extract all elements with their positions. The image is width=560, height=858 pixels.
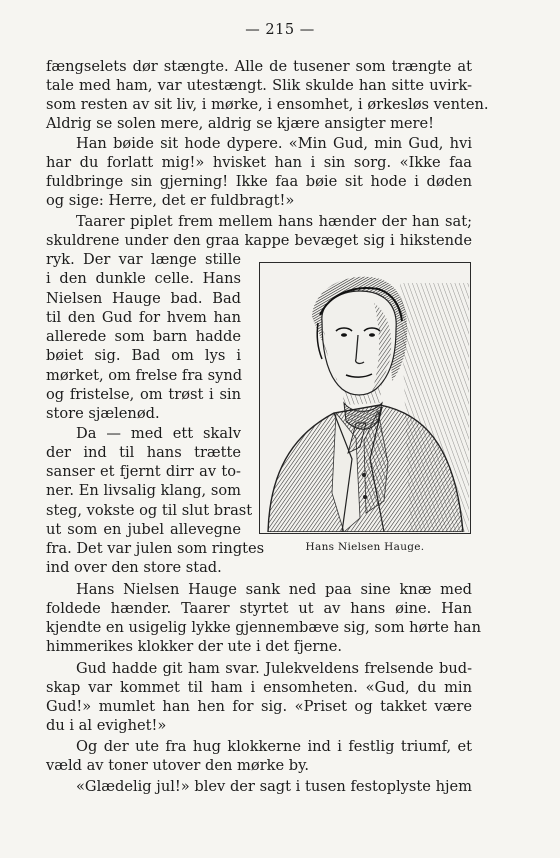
text-line: store sjælenød. [46,405,160,422]
text-line: foldede hænder. Taarer styrtet ut av hans øine. Han [46,600,472,617]
text-line: sanser et fjernt dirr av to- [46,463,241,480]
text-line: ut som en jubel allevegne [46,521,241,538]
text-line: fuldbringe sin gjerning! Ikke faa bøie sit hode i døden [46,173,472,190]
text-line: og sige: Herre, det er fuldbragt!» [46,192,295,209]
text-line: Da — med ett skalv [76,425,241,442]
text-line: fra. Det var julen som ringtes [46,540,265,557]
text-line: til den Gud for hvem han [46,309,241,326]
text-line: «Glædelig jul!» blev der sagt i tusen festoplyste hjem [76,778,472,795]
text-line: væld av toner utover den mørke by. [46,757,310,774]
text-line: himmerikes klokker der ute i det fjerne. [46,638,343,655]
page-number: — 215 — [245,22,315,38]
text-line: fængselets dør stængte. Alle de tusener som trængte at [46,58,472,75]
portrait-figure [259,262,471,534]
text-line: ryk. Der var længe stille [46,251,241,268]
text-line: Taarer piplet frem mellem hans hænder der han sat; [76,213,472,230]
text-line: Han bøide sit hode dypere. «Min Gud, min Gud, hvi [76,135,472,152]
text-line: Og der ute fra hug klokkerne ind i festlig triumf, et [76,738,472,755]
text-line: Nielsen Hauge bad. Bad [46,290,241,307]
text-line: og fristelse, om trøst i sin [46,386,241,403]
text-line: Hans Nielsen Hauge sank ned paa sine knæ med [76,581,472,598]
portrait-engraving-icon [260,263,469,532]
text-line: tale med ham, var utestængt. Slik skulde han sitte uvirk- [46,77,472,94]
figure-caption: Hans Nielsen Hauge. [305,541,425,553]
text-line: Gud hadde git ham svar. Julekveldens frelsende bud- [76,660,472,677]
text-line: du i al evighet!» [46,717,167,734]
text-line: allerede som barn hadde [46,328,241,345]
text-line: har du forlatt mig!» hvisket han i sin sorg. «Ikke faa [46,154,472,171]
text-line: steg, vokste og til slut brast [46,502,253,519]
text-line: Aldrig se solen mere, aldrig se kjære ansigter mere! [46,115,435,132]
text-line: kjendte en usigelig lykke gjennembæve sig, som hørte han [46,619,481,636]
text-line: der ind til hans trætte [46,444,241,461]
text-line: skap var kommet til ham i ensomheten. «Gud, du min [46,679,472,696]
text-line: mørket, om frelse fra synd [46,367,243,384]
text-line: Gud!» mumlet han hen for sig. «Priset og takket være [46,698,472,715]
text-line: ind over den store stad. [46,559,222,576]
text-line: som resten av sit liv, i mørke, i ensomhet, i ørkesløs venten. [46,96,489,113]
text-line: i den dunkle celle. Hans [46,270,241,287]
text-line: skuldrene under den graa kappe bevæget sig i hikstende [46,232,472,249]
text-line: bøiet sig. Bad om lys i [46,347,241,364]
text-line: ner. En livsalig klang, som [46,482,241,499]
